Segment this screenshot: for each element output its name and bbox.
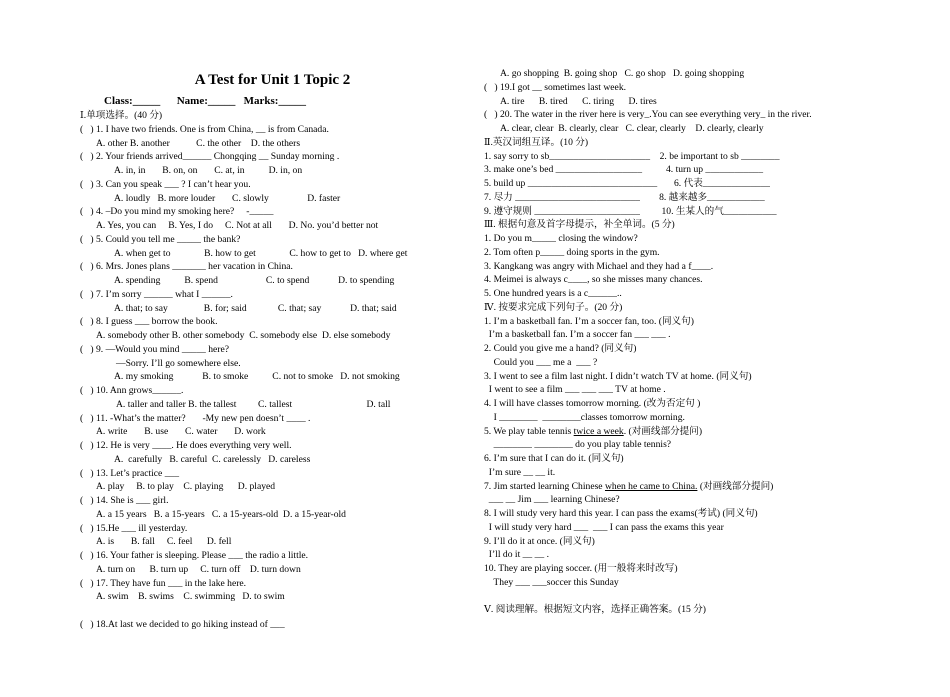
left-line: ( ) 7. I’m sorry ______ what I ______. — [80, 288, 233, 300]
left-line: A. taller and taller B. the tallest C. tallest D. tall — [116, 398, 391, 410]
left-line: ( ) 9. —Would you mind _____ here? — [80, 343, 229, 355]
left-line: ( ) 16. Your father is sleeping. Please ___ the radio a little. — [80, 550, 309, 561]
right-line: A. tire B. tired C. tiring D. tires — [500, 95, 657, 107]
left-line: A. my smoking B. to smoke C. not to smoke D. not smoking — [114, 371, 400, 383]
left-line: ( ) 11. -What’s the matter? -My new pen doesn’t ____ . — [80, 412, 311, 424]
left-line: A. a 15 years B. a 15-years C. a 15-years-old D. a 15-year-old — [96, 508, 346, 520]
left-line: A. play B. to play C. playing D. played — [96, 481, 276, 493]
right-line: 3. Kangkang was angry with Michael and they had a f____. — [484, 260, 714, 272]
right-line: 1. I’m a basketball fan. I’m a soccer fan, too. (同义句) — [484, 315, 694, 327]
right-line: ________ ________ do you play table tennis? — [484, 439, 672, 451]
left-line: A. write B. use C. water D. work — [96, 426, 266, 438]
right-line: 7. 尽力 __________________________ 8. 越来越多____________ — [484, 191, 765, 203]
left-line: ( ) 4. –Do you mind my smoking here? -_____ — [80, 206, 274, 218]
left-line: ( ) 5. Could you tell me _____ the bank? — [80, 233, 241, 245]
left-line: A. swim B. swims C. swimming D. to swim — [96, 591, 285, 603]
right-line: 4. Meimei is always c____, so she misses many chances. — [484, 274, 703, 286]
right-line: 7. Jim started learning Chinese when he came to China. (对画线部分提问) — [484, 480, 774, 492]
left-line: A. spending B. spend C. to spend D. to spending — [114, 275, 395, 286]
right-line: ___ __ Jim ___ learning Chinese? — [484, 494, 620, 506]
left-line: ( ) 3. Can you speak ___ ? I can’t hear you. — [80, 178, 251, 190]
right-line: 1. say sorry to sb_____________________ 2. be important to sb ________ — [484, 150, 780, 162]
right-line: 5. One hundred years is a c______.. — [484, 288, 622, 299]
left-line: ( ) 8. I guess ___ borrow the book. — [80, 316, 218, 328]
right-line: 8. I will study very hard this year. I can pass the exams(考试) (同义句) — [484, 508, 758, 519]
left-column — [80, 109, 465, 632]
underlined-phrase: twice a week — [573, 425, 624, 437]
left-line: Ⅰ.单项选择。(40 分) — [80, 110, 163, 121]
left-line: ( ) 17. They have fun ___ in the lake here. — [80, 577, 247, 589]
left-line: ( ) 14. She is ___ girl. — [80, 495, 169, 506]
right-line: 9. I’ll do it at once. (同义句) — [484, 535, 595, 547]
right-column — [484, 67, 904, 617]
left-line: ( ) 2. Your friends arrived______ Chongqing __ Sunday morning . — [80, 151, 340, 163]
left-line: ( ) 13. Let’s practice ___ — [80, 467, 180, 479]
left-line: ( ) 18.At last we decided to go hiking instead of ___ — [80, 618, 285, 630]
right-line: Could you ___ me a ___ ? — [484, 356, 598, 368]
right-line: 5. build up ___________________________ 6. 代表______________ — [484, 178, 770, 189]
left-line: A. is B. fall C. feel D. fell — [96, 536, 232, 548]
right-line: Ⅳ. 按要求完成下列句子。(20 分) — [484, 301, 623, 313]
left-line: A. Yes, you can B. Yes, I do C. Not at all D. No. you’d better not — [96, 220, 379, 231]
right-line — [484, 590, 904, 604]
left-line: ( ) 12. He is very ____. He does everything very well. — [80, 440, 292, 451]
right-line: 3. make one’s bed __________________ 4. turn up ____________ — [484, 164, 763, 176]
left-line — [80, 604, 465, 618]
right-line: I went to see a film ___ ___ ___ TV at home . — [484, 384, 666, 396]
test-title: A Test for Unit 1 Topic 2 — [194, 72, 351, 88]
student-info-line: Class:_____ Name:_____ Marks:_____ — [104, 95, 306, 107]
right-line: I’m sure __ __ it. — [484, 466, 556, 478]
right-line: I ________ ________classes tomorrow morning. — [484, 411, 685, 423]
right-line: I’m a basketball fan. I’m a soccer fan ___ ___ . — [484, 329, 671, 341]
right-line: Ⅴ. 阅读理解。根据短文内容，选择正确答案。(15 分) — [484, 604, 706, 616]
underlined-phrase: when he came to China. — [604, 480, 698, 492]
right-line: 6. I’m sure that I can do it. (同义句) — [484, 453, 624, 464]
right-line: They ___ ___soccer this Sunday — [484, 576, 619, 588]
left-line: ( ) 1. I have two friends. One is from China, __ is from Canada. — [80, 123, 329, 135]
left-line: ( ) 6. Mrs. Jones plans _______ her vacation in China. — [80, 261, 293, 273]
right-line: A. go shopping B. going shop C. go shop D. going shopping — [500, 68, 745, 79]
right-line: I’ll do it __ __ . — [484, 549, 550, 561]
left-line: A. in, in B. on, on C. at, in D. in, on — [114, 165, 303, 176]
left-line: A. carefully B. careful C. carelessly D. careless — [114, 453, 311, 465]
right-line: 2. Tom often p_____ doing sports in the gym. — [484, 246, 660, 258]
right-line: 3. I went to see a film last night. I didn’t watch TV at home. (同义句) — [484, 370, 752, 382]
left-line: A. when get to B. how to get C. how to get to D. where get — [114, 247, 408, 259]
left-line: ( ) 15.He ___ ill yesterday. — [80, 522, 188, 534]
right-line: 9. 遵守规则 ______________________ 10. 生某人的气___________ — [484, 205, 777, 217]
right-line: Ⅱ.英汉词组互译。(10 分) — [484, 136, 589, 148]
left-line: A. other B. another C. the other D. the others — [96, 137, 301, 149]
right-line: Ⅲ. 根据句意及首字母提示，补全单词。(5 分) — [484, 219, 675, 231]
left-line: —Sorry. I’ll go somewhere else. — [116, 357, 241, 369]
left-line: ( ) 10. Ann grows______. — [80, 385, 184, 396]
right-line: 10. They are playing soccer. (用一般将来时改写) — [484, 563, 678, 574]
right-line: 5. We play table tennis twice a week. (对画线部分提问) — [484, 425, 703, 437]
right-line: A. clear, clear B. clearly, clear C. clear, clearly D. clearly, clearly — [500, 123, 764, 134]
right-line: 1. Do you m_____ closing the window? — [484, 233, 638, 244]
left-line: A. that; to say B. for; said C. that; say D. that; said — [114, 302, 397, 314]
right-line: ( ) 20. The water in the river here is very_.You can see everything very_ in the river. — [484, 109, 812, 121]
left-line: A. turn on B. turn up C. turn off D. turn down — [96, 563, 301, 575]
right-line: 2. Could you give me a hand? (同义句) — [484, 343, 637, 354]
right-line: I will study very hard ___ ___ I can pass the exams this year — [484, 521, 724, 533]
right-line: 4. I will have classes tomorrow morning. (改为否定句 ) — [484, 398, 701, 409]
left-line: A. somebody other B. other somebody C. somebody else D. else somebody — [96, 330, 391, 341]
left-line: A. loudly B. more louder C. slowly D. faster — [114, 192, 341, 204]
right-line: ( ) 19.I got __ sometimes last week. — [484, 81, 627, 93]
